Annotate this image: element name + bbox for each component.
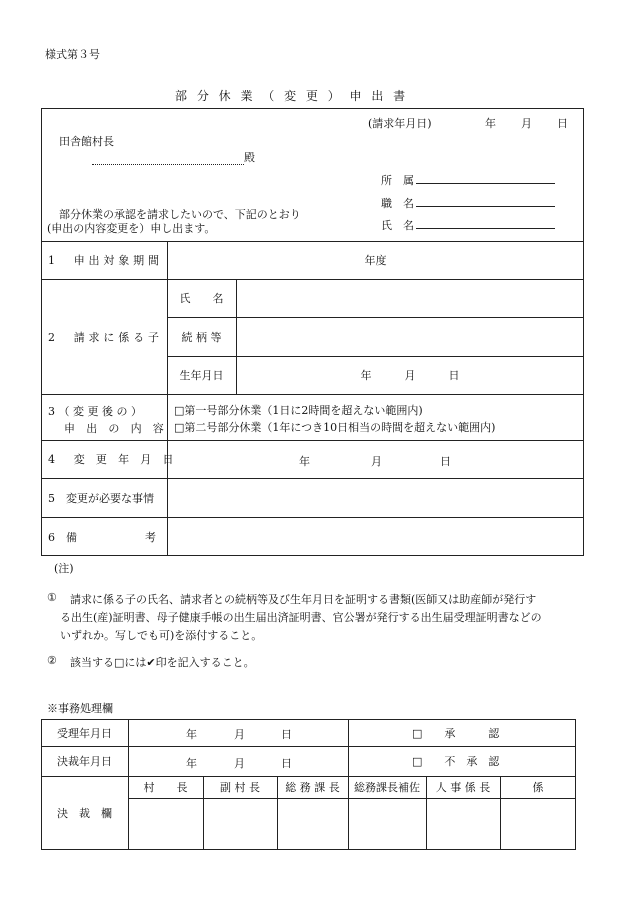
reason-label: 5 変更が必要な事情 [48, 491, 154, 505]
affiliation-label: 所 属 [381, 174, 414, 187]
request-day: 日 [557, 117, 568, 130]
decided-date-label: 決裁年月日 [57, 755, 112, 768]
affiliation-field[interactable] [416, 171, 555, 187]
note-1-line-1: 請求に係る子の氏名、請求者との続柄等及び生年月日を証明する書類(医師又は助産師が発行す [70, 593, 537, 606]
remarks-field[interactable] [167, 517, 584, 556]
reason-field[interactable] [167, 478, 584, 517]
disapprove-checkbox[interactable]: □ 不 承 認 [412, 755, 500, 768]
content-label-line-1: 3 （ 変 更 後 の ） [48, 405, 142, 418]
received-year: 年 [186, 728, 197, 741]
remarks-label-b: 考 [145, 530, 156, 544]
intro-line-1: 部分休業の承認を請求したいので、下記のとおり [59, 208, 301, 221]
approval-label: 決 裁 欄 [57, 807, 112, 820]
stamp-general-affairs-chief[interactable] [277, 798, 348, 850]
decided-date-field[interactable] [128, 746, 348, 776]
note-1-line-2: る出生(産)証明書、母子健康手帳の出生届出済証明書、官公署が発行する出生届受理証明書などの [60, 611, 542, 624]
decided-month: 月 [234, 757, 245, 770]
approver-general-affairs-chief: 総 務 課 長 [285, 781, 340, 794]
received-date-field[interactable] [128, 719, 348, 746]
note-1-line-3: いずれか。写しでも可)を添付すること。 [60, 629, 263, 642]
stamp-assistant-chief[interactable] [348, 798, 426, 850]
note-2-text: 該当する□には✔印を記入すること。 [70, 656, 255, 669]
option-type1-checkbox[interactable]: □第一号部分休業（1日に2時間を超えない範囲内) [174, 404, 423, 417]
addressee-name: 田舎館村長 [59, 135, 114, 148]
notes-heading: (注) [54, 562, 74, 575]
received-day: 日 [281, 728, 292, 741]
stamp-mayor[interactable] [128, 798, 203, 850]
note-2-mark: ② [47, 654, 57, 667]
birthdate-label: 生年月日 [179, 369, 224, 382]
position-label: 職 名 [381, 197, 414, 210]
change-date-field[interactable] [167, 440, 584, 478]
office-heading: ※事務処理欄 [47, 702, 113, 715]
note-1-mark: ① [47, 591, 57, 604]
addressee-line[interactable] [92, 149, 255, 165]
target-period-field[interactable]: 年度 [364, 254, 387, 267]
intro-line-2: (申出の内容変更を）申し出ます。 [47, 222, 216, 235]
approver-personnel-chief: 人 事 係 長 [435, 781, 491, 794]
approve-checkbox[interactable]: □ 承 認 [412, 726, 500, 740]
content-label-line-2: 申 出 の 内 容 [64, 422, 168, 435]
option-type2-checkbox[interactable]: □第二号部分休業（1年につき10日相当の時間を超えない範囲内) [174, 421, 496, 434]
birthdate-field[interactable]: 年 月 日 [360, 369, 460, 382]
approver-deputy-mayor: 副 村 長 [220, 781, 260, 794]
relationship-label: 続 柄 等 [181, 330, 222, 344]
change-day: 日 [440, 455, 451, 468]
request-date-label: (請求年月日) [368, 117, 432, 130]
stamp-staff[interactable] [500, 798, 576, 850]
change-month: 月 [371, 455, 382, 468]
form-number: 様式第３号 [45, 48, 100, 61]
child-label: 2 請求に係る子 [48, 330, 163, 344]
change-year: 年 [299, 455, 310, 468]
received-month: 月 [234, 728, 245, 741]
form-title: 部 分 休 業 （ 変 更 ） 申 出 書 [175, 89, 409, 103]
child-name-label: 氏 名 [179, 292, 224, 305]
decided-day: 日 [281, 757, 292, 770]
target-period-label: 1 申出対象期間 [48, 254, 163, 267]
approver-assistant-chief: 総務課長補佐 [354, 781, 420, 794]
received-date-label: 受理年月日 [57, 726, 112, 740]
remarks-label-a: 6 備 [48, 530, 77, 544]
name-label: 氏 名 [381, 219, 414, 232]
addressee-honorific: 殿 [244, 151, 255, 164]
approver-mayor: 村 長 [143, 781, 188, 794]
change-date-label: 4 変 更 年 月 日 [48, 453, 178, 466]
approver-staff: 係 [532, 781, 544, 794]
stamp-deputy-mayor[interactable] [203, 798, 277, 850]
position-field[interactable] [416, 194, 555, 210]
relationship-field[interactable] [236, 317, 584, 356]
child-name-field[interactable] [236, 279, 584, 317]
name-field[interactable] [416, 216, 555, 232]
decided-year: 年 [186, 757, 197, 770]
request-month: 月 [521, 117, 532, 130]
stamp-personnel-chief[interactable] [426, 798, 500, 850]
request-year: 年 [485, 117, 496, 130]
